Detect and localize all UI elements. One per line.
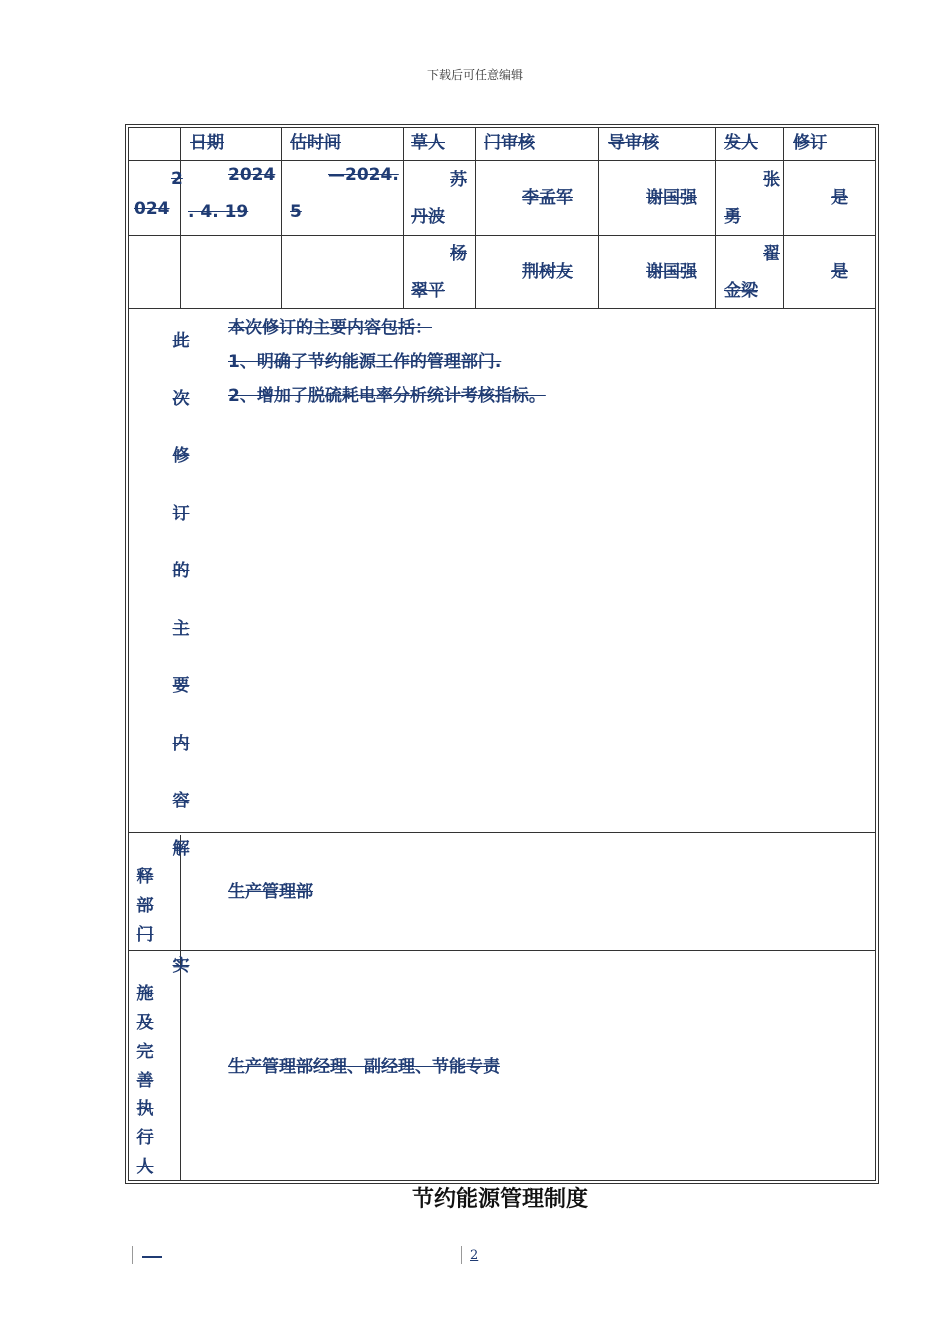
exec-label-char: 执: [136, 1099, 154, 1119]
row1-leader-review: 谢国强: [646, 188, 697, 208]
page-header: 下载后可任意编辑: [426, 68, 523, 82]
dept-label-char: 释: [136, 867, 154, 887]
footer-dash: [142, 1256, 162, 1258]
row1-date-b: . 4. 19: [188, 202, 249, 222]
row1-issuer-a: 张: [763, 170, 780, 190]
header-revised: 修订: [793, 133, 827, 153]
exec-label-char: 及: [136, 1013, 154, 1033]
header-drafter: 草人: [411, 133, 445, 153]
exec-label-char: 行: [136, 1128, 154, 1148]
dept-label-char: 部: [136, 896, 154, 916]
exec-label-char: 施: [136, 984, 154, 1004]
content-label-char: 要: [172, 676, 190, 696]
row1-revised: 是: [831, 188, 848, 208]
content-label-char: 次: [172, 389, 190, 409]
content-label-char: 容: [172, 791, 190, 811]
row1-drafter-b: 丹波: [411, 207, 445, 227]
row2-drafter-a: 杨: [450, 244, 467, 264]
row2-revised: 是: [831, 262, 848, 282]
document-title: 节约能源管理制度: [411, 1187, 588, 1212]
content-label-char: 内: [172, 734, 190, 754]
dept-value: 生产管理部: [228, 882, 313, 902]
row2-leader-review: 谢国强: [646, 262, 697, 282]
content-line: 2、增加了脱硫耗电率分析统计考核指标。: [228, 386, 546, 406]
header-leader-review: 导审核: [608, 133, 659, 153]
row1-drafter-a: 苏: [450, 170, 467, 190]
header-est-time: 估时间: [290, 133, 341, 153]
row1-date-a: 2024: [228, 165, 276, 185]
content-label-char: 此: [172, 331, 190, 351]
page-number: 2: [470, 1248, 479, 1263]
content-label-char: 的: [172, 561, 190, 581]
dept-label-top: 解: [172, 839, 190, 859]
row2-dept-review: 荆树友: [522, 262, 573, 282]
content-label-char: 订: [172, 504, 190, 524]
row2-drafter-b: 翠平: [411, 281, 445, 301]
dept-label-char: 门: [136, 925, 154, 945]
content-label-char: 主: [172, 619, 190, 639]
content-line: 1、明确了节约能源工作的管理部门.: [228, 352, 502, 372]
row1-issuer-b: 勇: [724, 207, 741, 227]
exec-label-char: 完: [136, 1042, 154, 1062]
footer-tick-right: [461, 1246, 462, 1264]
exec-label-char: 人: [136, 1157, 154, 1177]
row1-time-a: —2024.: [328, 165, 399, 185]
row1-col0-b: 024: [134, 199, 170, 219]
row2-issuer-a: 翟: [763, 244, 780, 264]
header-issuer: 发人: [724, 133, 758, 153]
row1-dept-review: 李孟军: [522, 188, 573, 208]
content-label-char: 修: [172, 446, 190, 466]
row2-issuer-b: 金梁: [724, 281, 758, 301]
content-line: 本次修订的主要内容包括：: [228, 318, 432, 338]
footer-tick-left: [132, 1246, 133, 1264]
row1-time-b: 5: [290, 202, 302, 222]
exec-label-char: 善: [136, 1071, 154, 1091]
exec-label-top: 实: [172, 956, 190, 976]
row1-col0-a: 2: [171, 169, 183, 189]
header-date: 日期: [190, 133, 224, 153]
exec-value: 生产管理部经理、副经理、节能专责: [228, 1057, 500, 1077]
header-dept-review: 门审核: [484, 133, 535, 153]
